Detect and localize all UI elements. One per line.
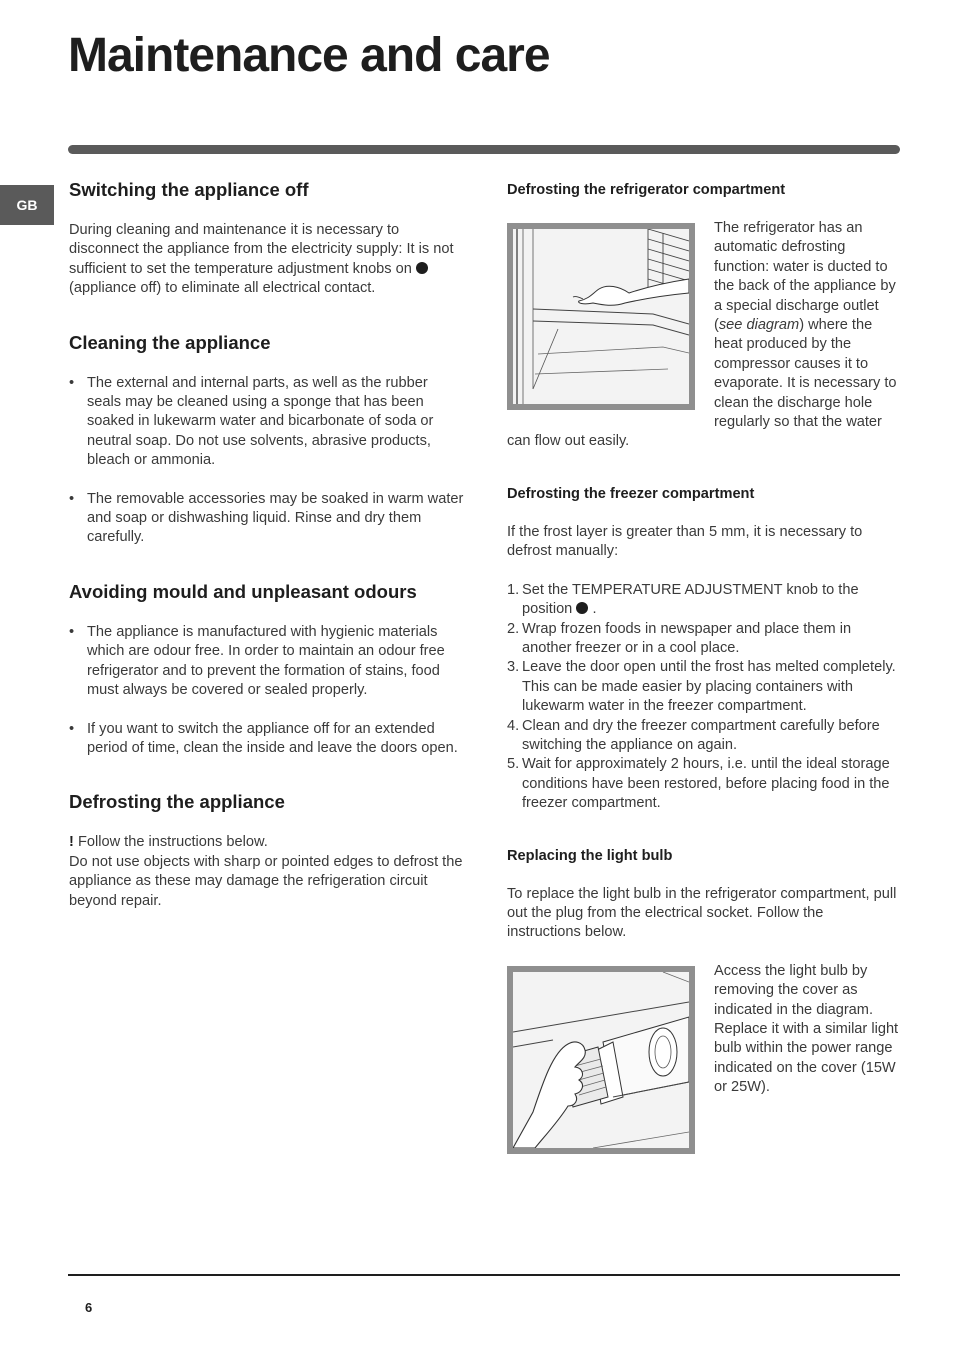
list-item: • The removable accessories may be soaked in warm water and soap or dishwashing liquid. Rinse and dry them carefully.	[69, 490, 464, 548]
filled-circle-icon	[576, 602, 588, 614]
step-text: Wrap frozen foods in newspaper and place them in another freezer or in a cool place.	[522, 620, 852, 656]
language-tab: GB	[0, 185, 54, 225]
step-number: 2.	[507, 620, 520, 637]
discharge-outlet-diagram	[507, 223, 695, 410]
right-column	[507, 180, 900, 1154]
list-item	[507, 620, 900, 659]
section-defrosting	[69, 790, 464, 911]
step-text: Clean and dry the freezer compartment carefully before switching the appliance on again.	[522, 717, 880, 753]
list-item: • The appliance is manufactured with hygienic materials which are odour free. In order to maintain an odour free refrigerator and to prevent the formation of stains, food must always be covered or sealed properly.	[69, 623, 464, 701]
step-number: 4.	[507, 717, 520, 734]
step-number: 3.	[507, 659, 520, 676]
heading-light-bulb: Replacing the light bulb	[507, 847, 673, 864]
light-bulb-text: Access the light bulb by removing the cover as indicated in the diagram. Replace it with a similar light bulb within the power range indicated on the cover (15W or 25W).	[714, 962, 899, 1096]
warning-text: Follow the instructions below.	[77, 834, 268, 851]
header-rule	[68, 145, 900, 154]
switching-off-text-part1: During cleaning and maintenance it is necessary to disconnect the appliance from the electricity supply: It is not sufficient to set the temperature adjustment knobs on	[69, 222, 454, 277]
defrost-freezer-steps	[507, 581, 900, 814]
section-switching-off	[69, 178, 464, 299]
heading-defrost-freezer: Defrosting the freezer compartment	[507, 485, 755, 502]
section-defrost-freezer	[507, 484, 900, 814]
footer-rule	[68, 1274, 900, 1276]
switching-off-text-part2: (appliance off) to eliminate all electrical contact.	[69, 280, 376, 297]
list-item	[507, 717, 900, 756]
cleaning-list	[69, 374, 464, 548]
see-diagram-text: see diagram	[718, 317, 800, 334]
step-number: 5.	[507, 756, 520, 773]
list-item: • If you want to switch the appliance off for an extended period of time, clean the inside and leave the doors open.	[69, 720, 464, 759]
list-item	[507, 658, 900, 716]
page-title: Maintenance and care	[68, 29, 550, 82]
defrost-freezer-intro: If the frost layer is greater than 5 mm, it is necessary to defrost manually:	[507, 523, 863, 560]
heading-defrosting: Defrosting the appliance	[69, 791, 285, 813]
filled-circle-icon	[416, 262, 428, 274]
section-defrost-fridge	[507, 180, 900, 452]
section-light-bulb	[507, 846, 900, 1154]
warning-mark: !	[69, 834, 74, 851]
list-item: • The external and internal parts, as well as the rubber seals may be cleaned using a sponge that has been soaked in lukewarm water and bicarbonate of soda or neutral soap. Do not use solvents, abrasive products, bleach or ammonia.	[69, 374, 464, 471]
step-text: Set the TEMPERATURE ADJUSTMENT knob to the position	[522, 581, 859, 618]
heading-switching-off: Switching the appliance off	[69, 179, 309, 200]
defrost-fridge-text-part1: The refrigerator has an automatic defrosting function: water is ducted to the back of the appliance by a special discharge outlet (	[714, 220, 896, 334]
defrosting-warning	[69, 833, 464, 852]
defrost-fridge-text-part2: ) where the heat produced by the compressor causes it to evaporate. It is necessary to clean the discharge hole regularly so that the water can flow out easily.	[507, 317, 897, 450]
list-item	[507, 581, 900, 620]
list-item	[507, 755, 900, 813]
step-text: Wait for approximately 2 hours, i.e. until the ideal storage conditions have been restored, before placing food in the freezer compartment.	[522, 756, 890, 812]
section-mould	[69, 580, 464, 758]
mould-list	[69, 623, 464, 758]
left-column	[69, 178, 464, 911]
page-number: 6	[85, 1300, 93, 1315]
section-cleaning	[69, 331, 464, 548]
defrosting-text: Do not use objects with sharp or pointed edges to defrost the appliance as these may damage the refrigeration circuit beyond repair.	[69, 853, 463, 909]
switching-off-text	[69, 221, 464, 299]
step-number: 1.	[507, 581, 520, 598]
step-text-end: .	[592, 601, 597, 618]
heading-mould: Avoiding mould and unpleasant odours	[69, 580, 417, 602]
heading-defrost-fridge: Defrosting the refrigerator compartment	[507, 182, 786, 198]
step-text: Leave the door open until the frost has melted completely. This can be made easier by placing containers with lukewarm water in the freezer compartment.	[522, 659, 896, 715]
heading-cleaning: Cleaning the appliance	[69, 331, 271, 353]
light-bulb-intro: To replace the light bulb in the refrigerator compartment, pull out the plug from the electrical socket. Follow the instructions below.	[507, 885, 897, 941]
light-bulb-diagram	[507, 966, 695, 1154]
